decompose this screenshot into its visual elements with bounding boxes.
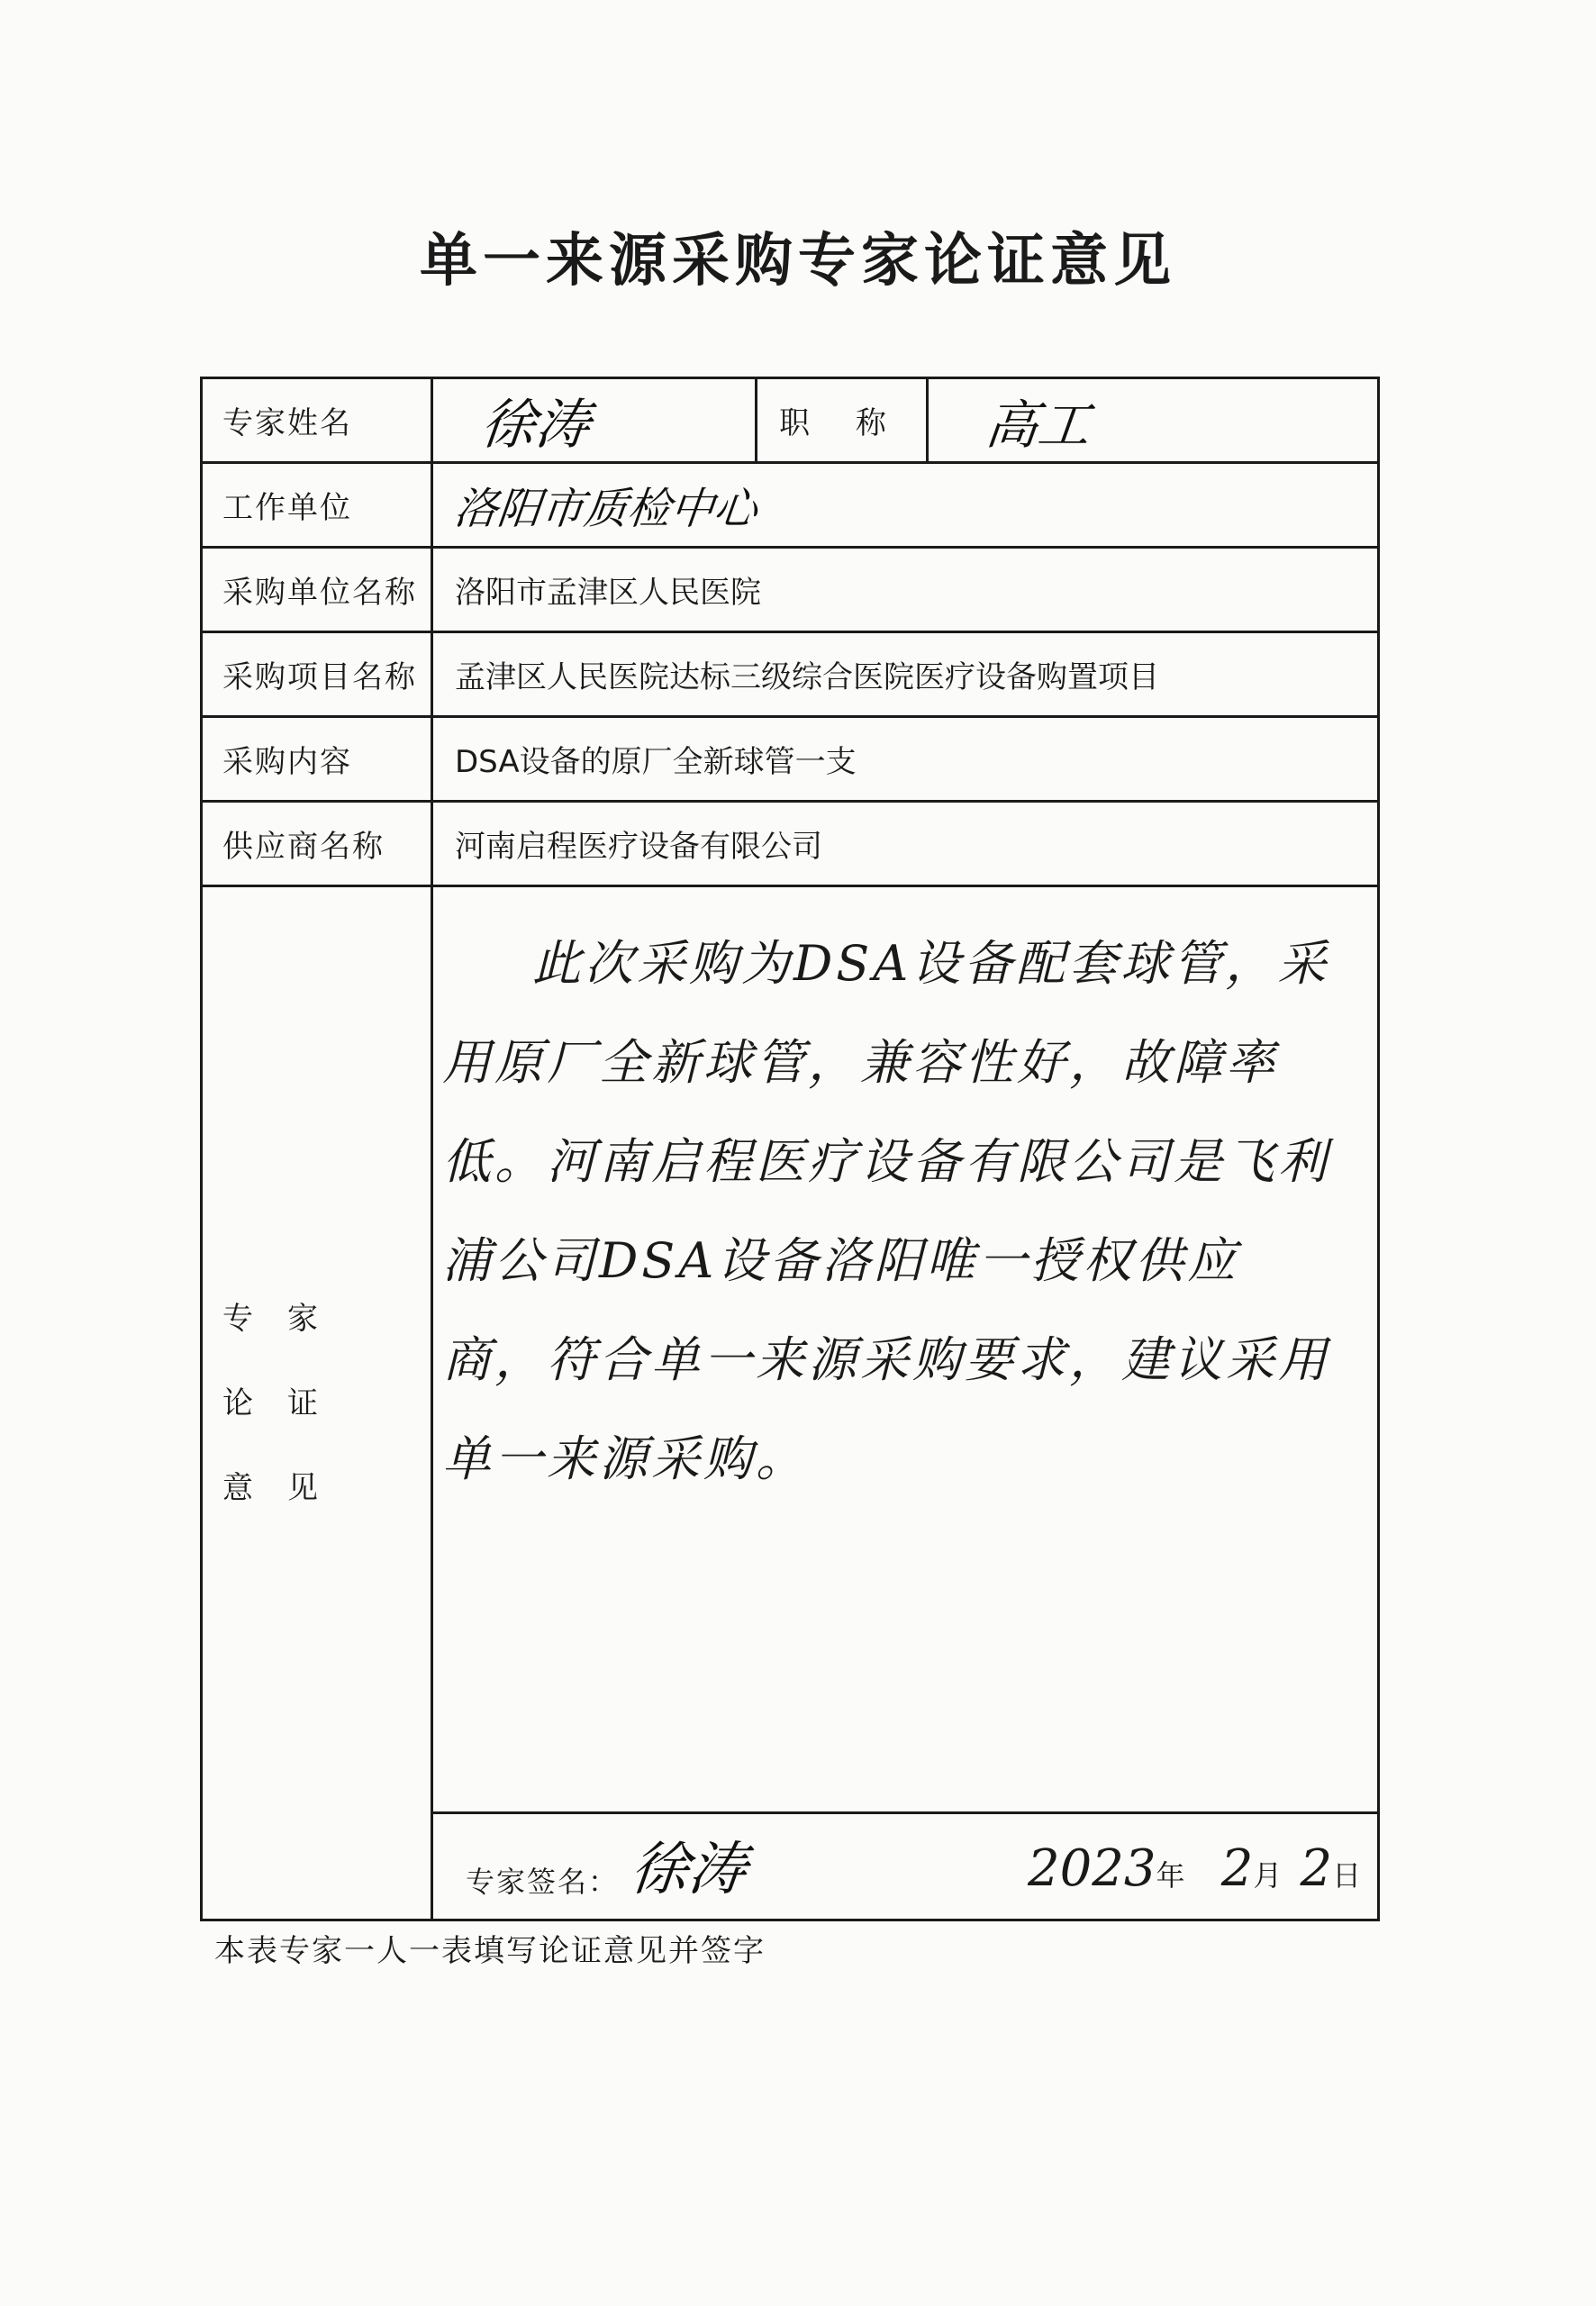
row-work-unit xyxy=(202,463,1379,548)
title-handwriting: 高工 xyxy=(982,394,1094,456)
footnote: 本表专家一人一表填写论证意见并签字 xyxy=(214,1933,766,1969)
row-project xyxy=(202,632,1379,717)
row-purchaser xyxy=(202,548,1379,632)
supplier-label: 供应商名称 xyxy=(202,802,432,886)
date-day-unit: 日 xyxy=(1332,1858,1362,1893)
work-unit-handwriting: 洛阳市质检中心 xyxy=(451,484,760,534)
expert-name-handwriting: 徐涛 xyxy=(477,393,594,457)
date-day: 2 xyxy=(1300,1839,1333,1898)
signature-date xyxy=(1028,1839,1361,1898)
expert-name-label: 专家姓名 xyxy=(202,378,432,463)
signature-row xyxy=(433,1811,1377,1919)
row-content xyxy=(202,717,1379,802)
date-month-unit: 月 xyxy=(1253,1858,1283,1893)
row-supplier xyxy=(202,802,1379,886)
work-unit-value xyxy=(432,463,1379,548)
opinion-label-line-1: 专家 xyxy=(222,1300,352,1337)
row-expert-name xyxy=(202,378,1379,463)
row-opinion xyxy=(202,886,1379,1920)
signature-label: 专家签名： xyxy=(466,1865,620,1899)
date-year-unit: 年 xyxy=(1156,1858,1185,1893)
project-label: 采购项目名称 xyxy=(202,632,432,717)
work-unit-label: 工作单位 xyxy=(202,463,432,548)
date-month: 2 xyxy=(1220,1839,1254,1898)
signature-handwriting: 徐涛 xyxy=(627,1837,750,1903)
document-title: 单一来源采购专家论证意见 xyxy=(420,227,1176,295)
purchaser-label: 采购单位名称 xyxy=(202,548,432,632)
expert-name-value xyxy=(432,378,757,463)
expert-opinion-form xyxy=(200,377,1380,1921)
opinion-cell xyxy=(432,886,1379,1920)
opinion-label-line-2: 论证 xyxy=(222,1385,352,1421)
title-value xyxy=(928,378,1379,463)
content-value: DSA设备的原厂全新球管一支 xyxy=(432,717,1379,802)
content-label: 采购内容 xyxy=(202,717,432,802)
purchaser-value: 洛阳市孟津区人民医院 xyxy=(432,548,1379,632)
date-year: 2023 xyxy=(1028,1839,1156,1898)
title-label: 职 称 xyxy=(757,378,928,463)
opinion-handwritten-text: 此次采购为DSA设备配套球管，采用原厂全新球管，兼容性好，故障率低。河南启程医疗设备有限公司是飞利浦公司DSA设备洛阳唯一授权供应商，符合单一来源采购要求，建议采用单一来源采购。 xyxy=(442,935,1330,1487)
opinion-label-line-3: 意见 xyxy=(222,1469,352,1506)
opinion-label-cell xyxy=(202,886,432,1920)
project-value: 孟津区人民医院达标三级综合医院医疗设备购置项目 xyxy=(432,632,1379,717)
supplier-value: 河南启程医疗设备有限公司 xyxy=(432,802,1379,886)
